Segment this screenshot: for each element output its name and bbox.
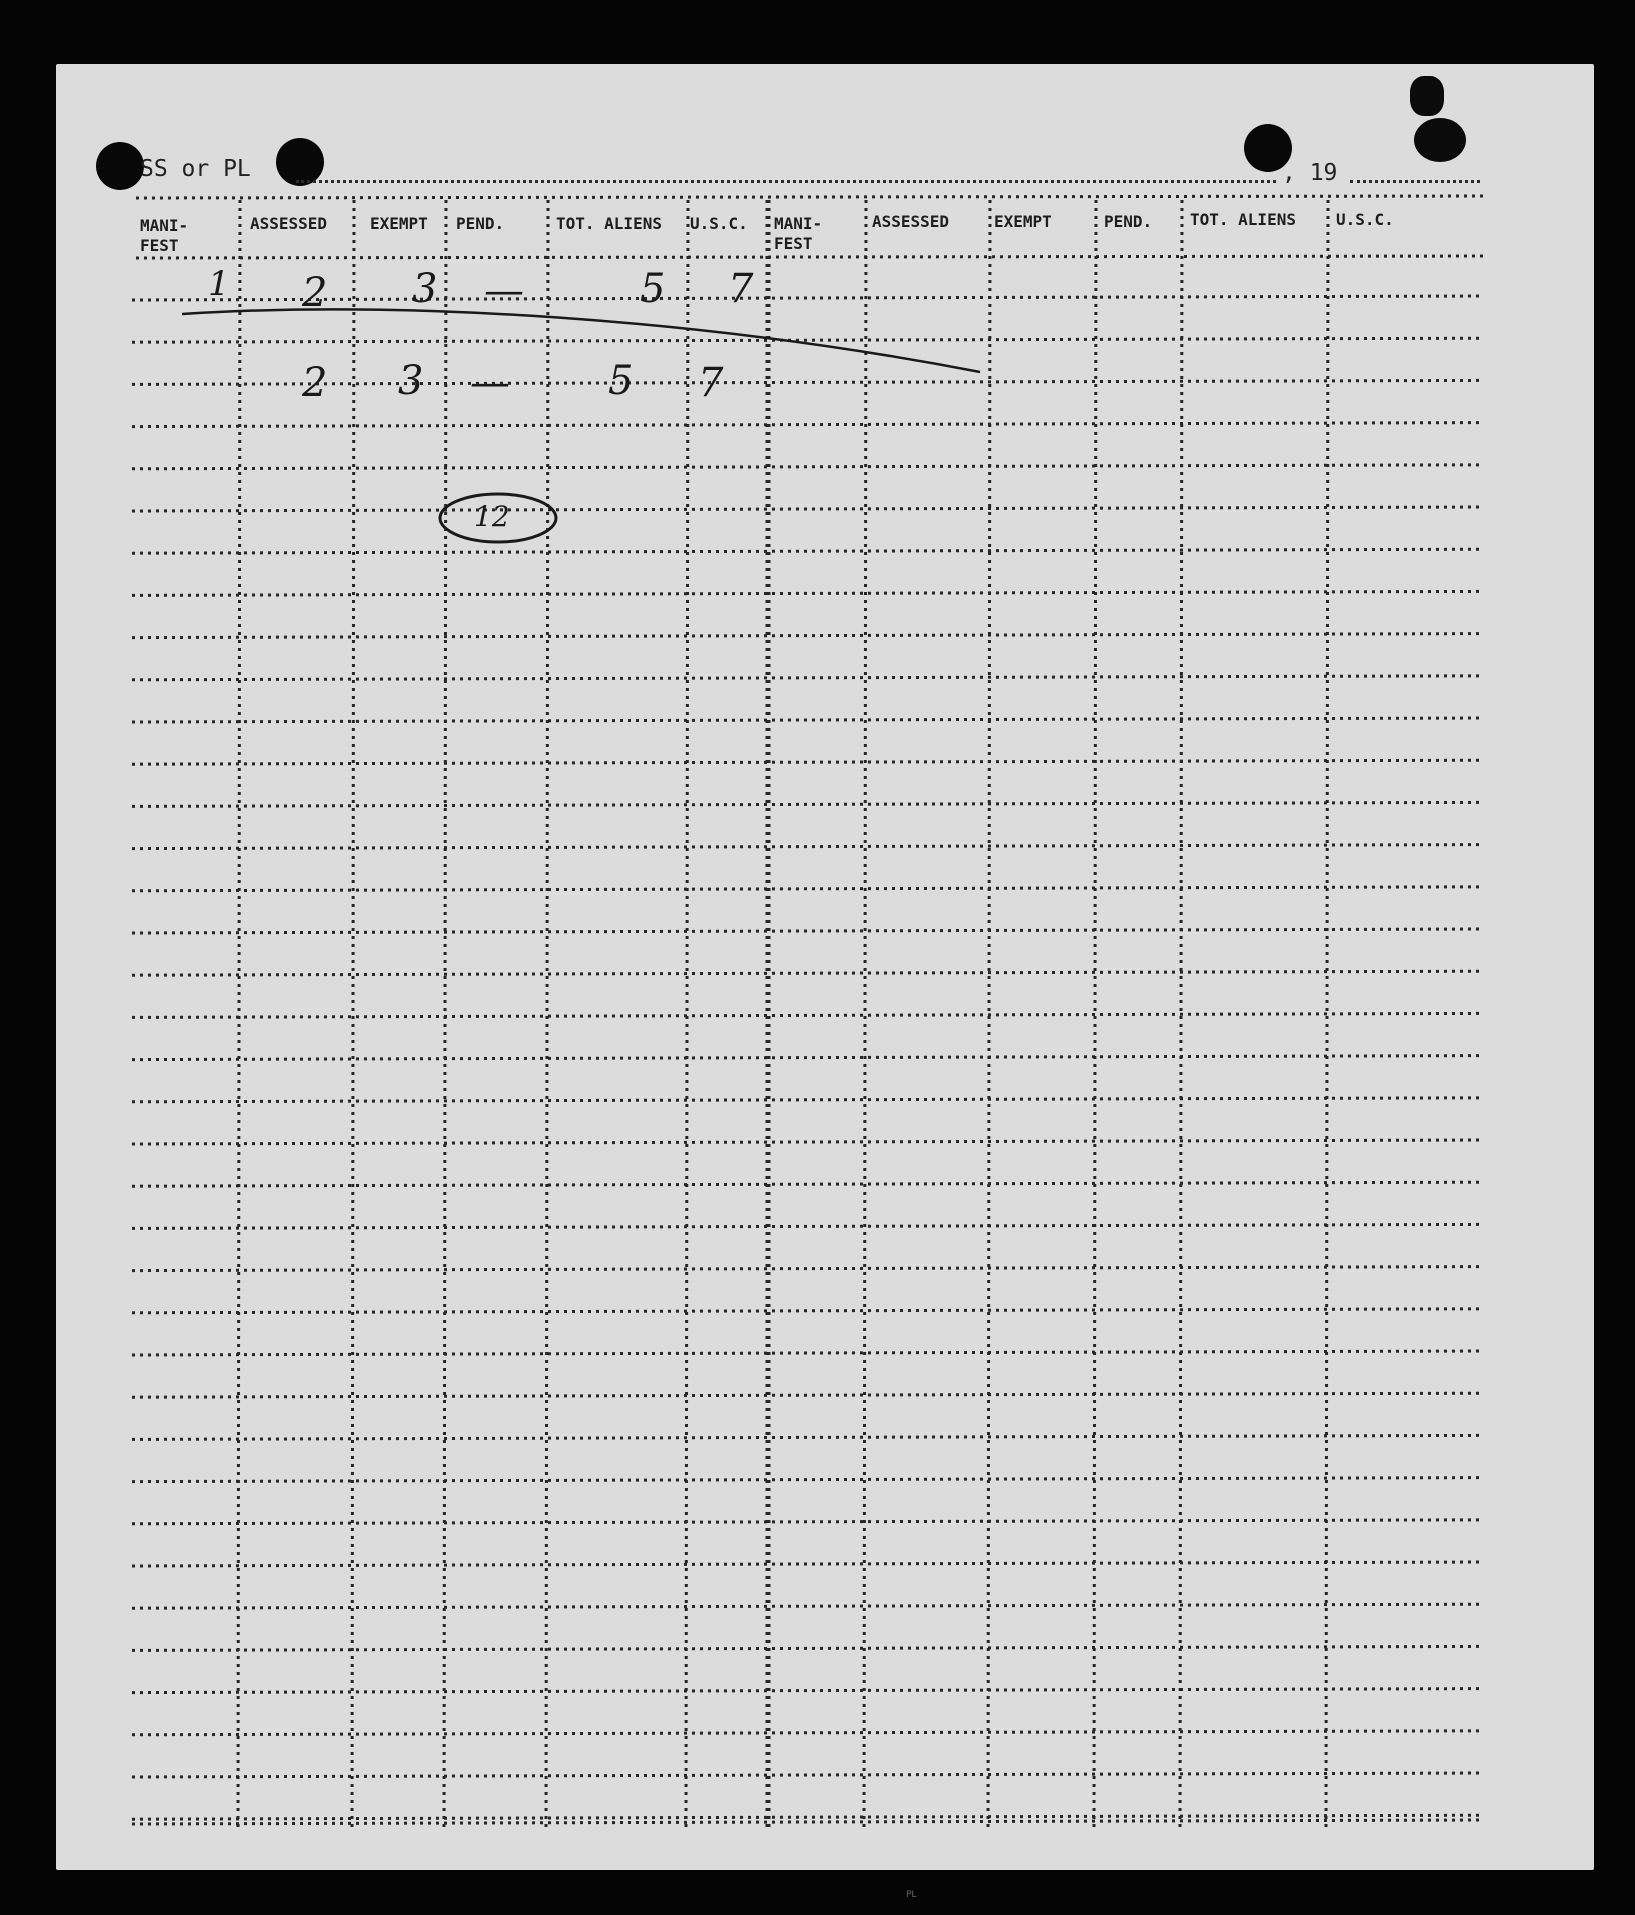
col-exempt-left: EXEMPT (370, 214, 428, 233)
column-rule (238, 200, 240, 1832)
row-rule (132, 1478, 1484, 1482)
row-rule (132, 507, 1484, 511)
row-rule (132, 971, 1484, 975)
col-manifest-left: MANI- FEST (140, 216, 189, 255)
col-usc-left: U.S.C. (690, 214, 748, 233)
row-rule (132, 1731, 1484, 1735)
row-rule (132, 1056, 1484, 1060)
col-tot-aliens-left: TOT. ALIENS (556, 214, 662, 233)
row-rule (132, 1689, 1484, 1693)
row-rule (132, 1182, 1484, 1186)
hw-row1-pend: — (484, 268, 524, 314)
row-rule (132, 1351, 1484, 1355)
column-rule (1180, 200, 1182, 1832)
row-rule (132, 1815, 1484, 1819)
row-rule (132, 1604, 1484, 1608)
col-assessed-left: ASSESSED (250, 214, 328, 233)
row-rule (132, 1646, 1484, 1650)
column-rule (864, 200, 866, 1832)
year-label: , 19 (1282, 160, 1338, 186)
col-exempt-right: EXEMPT (994, 212, 1052, 231)
row-rule (132, 845, 1484, 849)
row-rule (132, 380, 1484, 384)
row-rule (132, 1520, 1484, 1524)
row-rule (132, 887, 1484, 891)
row-rule (132, 1267, 1484, 1271)
row-rule (132, 423, 1484, 427)
row-rule (132, 802, 1484, 806)
row-rule (132, 465, 1484, 469)
hw-row3-usc: 7 (698, 360, 724, 406)
row-rule (132, 634, 1484, 638)
row-rule (132, 549, 1484, 553)
row-rule (132, 1435, 1484, 1439)
row-rule (132, 296, 1484, 300)
row-rule (132, 929, 1484, 933)
column-rule (352, 200, 354, 1832)
footer-mark: PL (906, 1890, 917, 1900)
row-rule (132, 1562, 1484, 1566)
hw-row1-exempt: 3 (412, 266, 438, 312)
row-rule (132, 1098, 1484, 1102)
row-rule (132, 591, 1484, 595)
hw-row3-pend: — (470, 360, 510, 406)
hw-row1-manifest: 1 (208, 264, 230, 304)
hw-row1-usc: 7 (728, 266, 754, 312)
row-rule (132, 338, 1484, 342)
col-manifest-right: MANI- FEST (774, 214, 823, 253)
col-tot-aliens-right: TOT. ALIENS (1190, 210, 1296, 229)
circled-note: 12 (474, 500, 510, 533)
row-rule (132, 1393, 1484, 1397)
col-assessed-right: ASSESSED (872, 212, 950, 231)
row-rule (132, 676, 1484, 680)
row-rule (132, 1773, 1484, 1777)
column-rule (686, 200, 688, 1832)
header-top-rule (136, 196, 1486, 198)
row-rule (132, 1309, 1484, 1313)
hw-row1-tot-aliens: 5 (640, 266, 666, 312)
row-rule (132, 718, 1484, 722)
hw-row3-assessed: 2 (302, 360, 328, 406)
row-rule (132, 1820, 1484, 1824)
header-bottom-rule (136, 256, 1486, 258)
column-rule (1326, 200, 1328, 1832)
col-pend-right: PEND. (1104, 212, 1153, 231)
row-rule (132, 760, 1484, 764)
column-rule (1094, 200, 1096, 1832)
hw-row3-exempt: 3 (398, 358, 424, 404)
col-usc-right: U.S.C. (1336, 210, 1394, 229)
hw-row1-assessed: 2 (302, 270, 328, 316)
row-rule (132, 1140, 1484, 1144)
row-rule (132, 1013, 1484, 1017)
col-pend-left: PEND. (456, 214, 505, 233)
column-rule (546, 200, 548, 1832)
vessel-label: SS or PL (140, 156, 251, 182)
row-rule (132, 1224, 1484, 1228)
hw-row3-tot-aliens: 5 (608, 358, 634, 404)
